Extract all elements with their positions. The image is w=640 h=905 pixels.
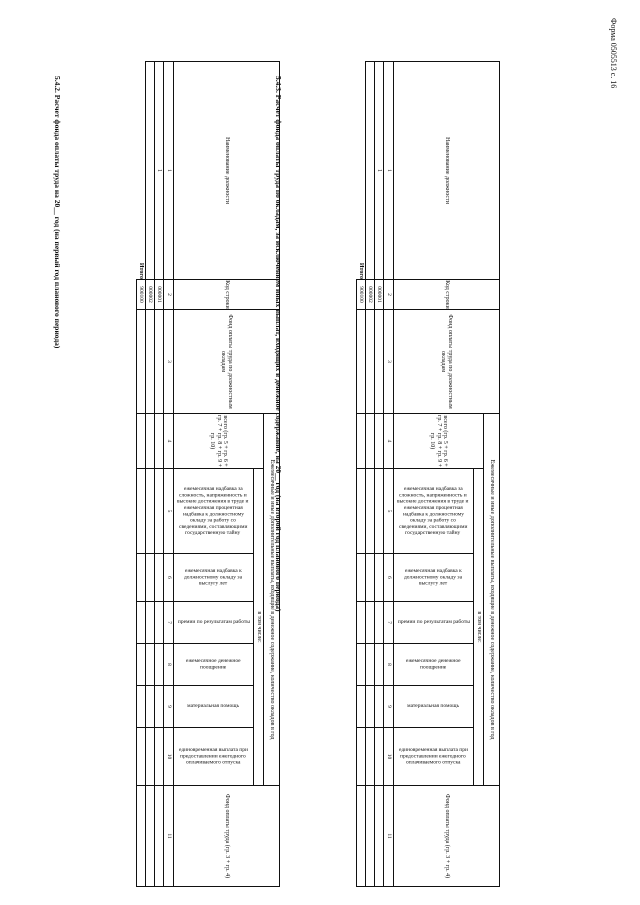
header-extra-group: Ежемесячные и иные дополнительные выплаты, входящие в денежное содержание, количество окладов в год bbox=[484, 414, 500, 786]
header-salary-fund: Фонд оплаты труда по должностным окладам bbox=[174, 310, 280, 414]
header-col9: материальная помощь bbox=[174, 686, 254, 728]
table-row: 1 000001 bbox=[375, 62, 384, 887]
table-total-row: Итого 900100 bbox=[137, 62, 146, 887]
header-total: всего (гр. 5 + гр. 6 + гр. 7 + гр. 8 + гр. 9 + гр. 10) bbox=[394, 414, 484, 469]
header-col5: ежемесячная надбавка за сложность, напряженность и высокие достижения в труде и ежемесячная процентная надбавка к должностному окладу за работу со сведениями, составляющими государственную тайну bbox=[174, 469, 254, 554]
salary-fund-table-2 bbox=[356, 61, 500, 887]
section-heading-5-4-2: 5.4.2. Расчет фонда оплаты труда на 20__ год (на первый год планового периода) bbox=[53, 76, 62, 349]
header-col8: ежемесячное денежное поощрение bbox=[394, 644, 474, 686]
table-row: 000002 bbox=[366, 62, 375, 887]
header-col6: ежемесячная надбавка к должностному окладу за выслугу лет bbox=[174, 554, 254, 602]
header-code: Код строки bbox=[394, 280, 500, 310]
header-including: в том числе: bbox=[254, 469, 264, 786]
header-position: Наименование должности bbox=[174, 62, 280, 280]
header-code: Код строки bbox=[174, 280, 280, 310]
table-row: 000002 bbox=[146, 62, 155, 887]
header-col7: премии по результатам работы bbox=[174, 602, 254, 644]
header-total: всего (гр. 5 + гр. 6 + гр. 7 + гр. 8 + гр. 9 + гр. 10) bbox=[174, 414, 264, 469]
section-heading-5-4-3: 5.4.3. Расчет фонда оплаты труда по окладам, за исключением иных выплат, входящих в денежное содержание, на 20__ год (на второй год планового периода) bbox=[274, 76, 283, 612]
header-col7: премии по результатам работы bbox=[394, 602, 474, 644]
column-numbers-row: 1 2 3 4 5 6 7 8 9 10 11 bbox=[164, 62, 174, 887]
header-fund-total: Фонд оплаты труда (гр. 3 + гр. 4) bbox=[394, 786, 500, 887]
column-numbers-row: 1 2 3 4 5 6 7 8 9 10 11 bbox=[384, 62, 394, 887]
header-including: в том числе: bbox=[474, 469, 484, 786]
table-row: 1 000001 bbox=[155, 62, 164, 887]
header-position: Наименование должности bbox=[394, 62, 500, 280]
salary-fund-table-1 bbox=[136, 61, 280, 887]
header-col9: материальная помощь bbox=[394, 686, 474, 728]
header-extra-group: Ежемесячные и иные дополнительные выплаты, входящие в денежное содержание, количество окладов в год bbox=[264, 414, 280, 786]
header-salary-fund: Фонд оплаты труда по должностным окладам bbox=[394, 310, 500, 414]
header-col8: ежемесячное денежное поощрение bbox=[174, 644, 254, 686]
header-fund-total: Фонд оплаты труда (гр. 3 + гр. 4) bbox=[174, 786, 280, 887]
header-col10: единовременная выплата при предоставлении ежегодного оплачиваемого отпуска bbox=[394, 728, 474, 786]
header-col6: ежемесячная надбавка к должностному окладу за выслугу лет bbox=[394, 554, 474, 602]
form-code: Форма 0505513 с. 16 bbox=[609, 18, 618, 89]
table-total-row: Итого 900100 bbox=[357, 62, 366, 887]
header-col5: ежемесячная надбавка за сложность, напряженность и высокие достижения в труде и ежемесячная процентная надбавка к должностному окладу за работу со сведениями, составляющими государственную тайну bbox=[394, 469, 474, 554]
header-col10: единовременная выплата при предоставлении ежегодного оплачиваемого отпуска bbox=[174, 728, 254, 786]
